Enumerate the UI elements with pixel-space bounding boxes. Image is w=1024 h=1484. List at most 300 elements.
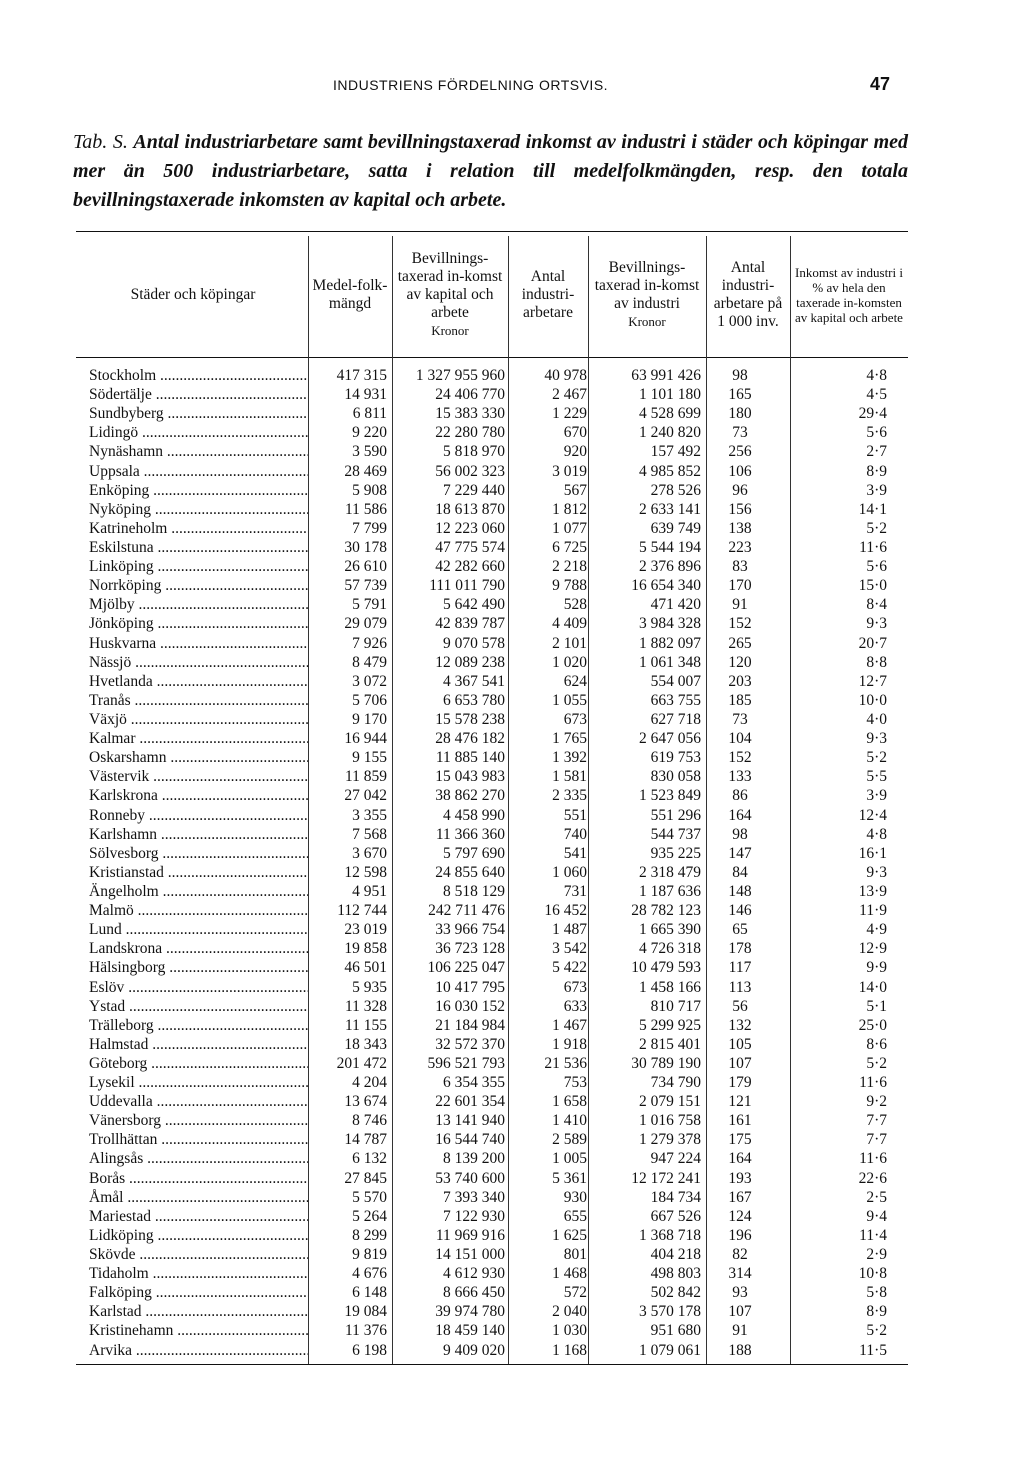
table-row: [76, 997, 908, 1016]
caption-text: Antal industriarbetare samt bevillningstaxerad inkomst av industri i städer och köpingar med mer än 500 industriarbetare, satta i relation till medelfolkmängden, resp. den totala bevillningstaxerade inkomsten av kapital och arbete.: [73, 131, 909, 211]
income-capital-labour-cell: 111 011 790: [429, 577, 505, 595]
income-capital-labour-cell: 12 089 238: [435, 653, 505, 671]
workers-per-1000-cell: 83: [732, 558, 748, 576]
workers-per-1000-cell: 98: [732, 825, 748, 843]
header-industry-income-percent: Inkomst av industri i % av hela den taxerade in-komsten av kapital och arbete: [795, 265, 903, 325]
population-cell: 27 845: [344, 1169, 387, 1187]
table-row: [76, 958, 908, 977]
income-capital-labour-cell: 8 139 200: [443, 1150, 505, 1168]
income-industry-cell: 554 007: [650, 672, 701, 690]
population-cell: 46 501: [344, 959, 387, 977]
population-cell: 8 299: [352, 1226, 387, 1244]
population-cell: 5 264: [352, 1207, 387, 1225]
workers-per-1000-cell: 65: [732, 921, 748, 939]
place-name-cell: Lidköping .....: [89, 1226, 308, 1245]
industrial-workers-cell: 1 060: [552, 863, 587, 881]
income-industry-cell: 471 420: [650, 596, 701, 614]
industrial-workers-cell: 541: [563, 844, 587, 862]
place-name-cell: Huskvarna .....: [89, 634, 308, 653]
table-row: [76, 710, 908, 729]
workers-per-1000-cell: 56: [732, 997, 748, 1015]
industry-income-percent-cell: 16·1: [858, 844, 887, 862]
workers-per-1000-cell: 133: [728, 768, 752, 786]
income-capital-labour-cell: 7 393 340: [443, 1188, 505, 1206]
income-capital-labour-cell: 12 223 060: [435, 519, 505, 537]
place-name-cell: Hälsingborg .....: [89, 958, 308, 977]
income-capital-labour-cell: 56 002 323: [435, 462, 505, 480]
table-row: [76, 978, 908, 997]
place-name-cell: Skövde .....: [89, 1245, 308, 1264]
population-cell: 5 791: [352, 596, 387, 614]
table-row: [76, 920, 908, 939]
industry-income-percent-cell: 5·5: [866, 768, 887, 786]
population-cell: 30 178: [344, 538, 387, 556]
industry-income-percent-cell: 9·4: [866, 1207, 887, 1225]
income-industry-cell: 2 647 056: [639, 730, 701, 748]
workers-per-1000-cell: 265: [728, 634, 752, 652]
workers-per-1000-cell: 84: [732, 863, 748, 881]
income-industry-cell: 663 755: [650, 691, 701, 709]
income-capital-labour-cell: 14 151 000: [435, 1246, 505, 1264]
population-cell: 6 811: [352, 405, 387, 423]
industrial-workers-cell: 1 625: [552, 1226, 587, 1244]
workers-per-1000-cell: 165: [728, 386, 752, 404]
population-cell: 4 951: [352, 882, 387, 900]
population-cell: 7 926: [352, 634, 387, 652]
industrial-workers-cell: 801: [563, 1246, 587, 1264]
table-row: [76, 423, 908, 442]
population-cell: 9 155: [352, 749, 387, 767]
page-number: 47: [870, 74, 891, 94]
income-industry-cell: 12 172 241: [631, 1169, 701, 1187]
table-row: [76, 825, 908, 844]
industrial-workers-cell: 5 422: [552, 959, 587, 977]
place-name-cell: Karlskrona .....: [89, 786, 308, 805]
population-cell: 11 376: [344, 1322, 387, 1340]
population-cell: 12 598: [344, 863, 387, 881]
industrial-workers-cell: 673: [563, 710, 587, 728]
income-capital-labour-cell: 15 043 983: [435, 768, 505, 786]
place-name-cell: Lund .....: [89, 920, 308, 939]
industrial-workers-cell: 624: [563, 672, 587, 690]
income-capital-labour-cell: 7 122 930: [443, 1207, 505, 1225]
population-cell: 23 019: [344, 921, 387, 939]
place-name-cell: Katrineholm .....: [89, 519, 308, 538]
income-industry-cell: 3 570 178: [639, 1303, 701, 1321]
industrial-workers-cell: 673: [563, 978, 587, 996]
industry-income-percent-cell: 11·5: [859, 1341, 887, 1359]
income-industry-cell: 544 737: [650, 825, 701, 843]
industry-income-percent-cell: 15·0: [858, 577, 887, 595]
workers-per-1000-cell: 188: [728, 1341, 752, 1359]
income-capital-labour-cell: 11 969 916: [435, 1226, 505, 1244]
income-industry-cell: 2 079 151: [639, 1093, 701, 1111]
table-row: [76, 442, 908, 461]
table-row: [76, 939, 908, 958]
place-name-cell: Tidaholm .....: [89, 1264, 308, 1283]
table-row: [76, 748, 908, 767]
income-capital-labour-cell: 8 518 129: [443, 882, 505, 900]
place-name-cell: Alingsås .....: [89, 1149, 308, 1168]
workers-per-1000-cell: 193: [728, 1169, 752, 1187]
industrial-workers-cell: 1 765: [552, 730, 587, 748]
income-industry-cell: 935 225: [650, 844, 701, 862]
table-row: [76, 481, 908, 500]
population-cell: 11 859: [344, 768, 387, 786]
place-name-cell: Vänersborg .....: [89, 1111, 308, 1130]
industry-income-percent-cell: 2·7: [866, 443, 887, 461]
table-row: [76, 786, 908, 805]
workers-per-1000-cell: 156: [728, 500, 752, 518]
income-industry-cell: 3 984 328: [639, 615, 701, 633]
industry-income-percent-cell: 9·3: [866, 615, 887, 633]
industry-income-percent-cell: 20·7: [858, 634, 887, 652]
place-name-cell: Falköping .....: [89, 1283, 308, 1302]
industrial-workers-cell: 3 019: [552, 462, 587, 480]
population-cell: 11 155: [344, 1016, 387, 1034]
population-cell: 6 132: [352, 1150, 387, 1168]
workers-per-1000-cell: 107: [728, 1303, 752, 1321]
place-name-cell: Norrköping .....: [89, 576, 308, 595]
industry-income-percent-cell: 12·7: [858, 672, 887, 690]
income-industry-cell: 667 526: [650, 1207, 701, 1225]
income-capital-labour-cell: 4 458 990: [443, 806, 505, 824]
population-cell: 7 568: [352, 825, 387, 843]
workers-per-1000-cell: 180: [728, 405, 752, 423]
income-capital-labour-cell: 15 383 330: [435, 405, 505, 423]
industry-income-percent-cell: 8·9: [866, 1303, 887, 1321]
table-row: [76, 1321, 908, 1340]
income-capital-labour-cell: 24 406 770: [435, 386, 505, 404]
place-name-cell: Nyköping .....: [89, 500, 308, 519]
income-capital-labour-cell: 38 862 270: [435, 787, 505, 805]
table-row: [76, 844, 908, 863]
header-workers-per-1000: Antal industri-arbetare på 1 000 inv.: [713, 259, 783, 330]
income-industry-cell: 63 991 426: [631, 367, 701, 384]
population-cell: 9 220: [352, 424, 387, 442]
population-cell: 14 787: [344, 1131, 387, 1149]
industry-income-percent-cell: 14·0: [858, 978, 887, 996]
workers-per-1000-cell: 107: [728, 1054, 752, 1072]
unit-label: Kronor: [628, 314, 666, 329]
income-capital-labour-cell: 18 459 140: [435, 1322, 505, 1340]
place-name-cell: Nynäshamn .....: [89, 442, 308, 461]
unit-label: Kronor: [431, 323, 469, 338]
income-industry-cell: 1 458 166: [639, 978, 701, 996]
table-row: [76, 691, 908, 710]
workers-per-1000-cell: 178: [728, 940, 752, 958]
table-row: [76, 863, 908, 882]
place-name-cell: Kalmar .....: [89, 729, 308, 748]
income-industry-cell: 5 299 925: [639, 1016, 701, 1034]
header-places: Städer och köpingar: [130, 286, 256, 303]
income-capital-labour-cell: 4 612 930: [443, 1265, 505, 1283]
industrial-workers-cell: 528: [563, 596, 587, 614]
income-industry-cell: 639 749: [650, 519, 701, 537]
place-name-cell: Stockholm .....: [89, 366, 308, 385]
income-industry-cell: 30 789 190: [631, 1054, 701, 1072]
industry-income-percent-cell: 12·4: [858, 806, 887, 824]
workers-per-1000-cell: 147: [728, 844, 752, 862]
table-row: [76, 557, 908, 576]
income-capital-labour-cell: 8 666 450: [443, 1284, 505, 1302]
industry-income-percent-cell: 8·6: [866, 1035, 887, 1053]
income-industry-cell: 830 058: [650, 768, 701, 786]
place-name-cell: Mariestad .....: [89, 1207, 308, 1226]
workers-per-1000-cell: 96: [732, 481, 748, 499]
place-name-cell: Enköping .....: [89, 481, 308, 500]
table-row: [76, 462, 908, 481]
table-row: [76, 500, 908, 519]
workers-per-1000-cell: 196: [728, 1226, 752, 1244]
industry-income-percent-cell: 29·4: [858, 405, 887, 423]
place-name-cell: Mjölby .....: [89, 595, 308, 614]
table-top-rule: [76, 231, 908, 232]
income-capital-labour-cell: 5 642 490: [443, 596, 505, 614]
population-cell: 5 706: [352, 691, 387, 709]
workers-per-1000-cell: 175: [728, 1131, 752, 1149]
industry-income-percent-cell: 5·6: [866, 424, 887, 442]
income-industry-cell: 2 633 141: [639, 500, 701, 518]
workers-per-1000-cell: 113: [728, 978, 752, 996]
population-cell: 5 908: [352, 481, 387, 499]
industrial-workers-cell: 655: [563, 1207, 587, 1225]
income-capital-labour-cell: 5 797 690: [443, 844, 505, 862]
place-name-cell: Hvetlanda .....: [89, 672, 308, 691]
place-name-cell: Eslöv .....: [89, 978, 308, 997]
workers-per-1000-cell: 161: [728, 1112, 752, 1130]
income-capital-labour-cell: 28 476 182: [435, 730, 505, 748]
workers-per-1000-cell: 164: [728, 806, 752, 824]
table-row: [76, 767, 908, 786]
workers-per-1000-cell: 146: [728, 902, 752, 920]
industrial-workers-cell: 1 392: [552, 749, 587, 767]
industrial-workers-cell: 2 101: [552, 634, 587, 652]
income-industry-cell: 2 376 896: [639, 558, 701, 576]
population-cell: 26 610: [344, 558, 387, 576]
industrial-workers-cell: 21 536: [544, 1054, 587, 1072]
income-industry-cell: 1 187 636: [639, 882, 701, 900]
population-cell: 9 819: [352, 1246, 387, 1264]
header-income-capital-labour-title: Bevillnings-taxerad in-komst av kapital och arbete: [397, 250, 503, 321]
industry-income-percent-cell: 10·8: [858, 1265, 887, 1283]
industrial-workers-cell: 1 410: [552, 1112, 587, 1130]
income-industry-cell: 1 016 758: [639, 1112, 701, 1130]
workers-per-1000-cell: 148: [728, 882, 752, 900]
income-capital-labour-cell: 15 578 238: [435, 710, 505, 728]
industrial-workers-cell: 2 335: [552, 787, 587, 805]
workers-per-1000-cell: 91: [732, 596, 748, 614]
workers-per-1000-cell: 82: [732, 1246, 748, 1264]
workers-per-1000-cell: 179: [728, 1074, 752, 1092]
place-name-cell: Oskarshamn .....: [89, 748, 308, 767]
income-capital-labour-cell: 7 229 440: [443, 481, 505, 499]
income-capital-labour-cell: 11 366 360: [435, 825, 505, 843]
workers-per-1000-cell: 98: [732, 367, 748, 384]
income-capital-labour-cell: 6 653 780: [443, 691, 505, 709]
industrial-workers-cell: 1 077: [552, 519, 587, 537]
population-cell: 3 590: [352, 443, 387, 461]
industrial-workers-cell: 1 005: [552, 1150, 587, 1168]
table-row: [76, 634, 908, 653]
table-row: [76, 385, 908, 404]
table-row: [76, 882, 908, 901]
workers-per-1000-cell: 138: [728, 519, 752, 537]
population-cell: 19 084: [344, 1303, 387, 1321]
header-income-industry: [590, 236, 704, 354]
industrial-workers-cell: 1 918: [552, 1035, 587, 1053]
industrial-workers-cell: 740: [563, 825, 587, 843]
table-row: [76, 1283, 908, 1302]
industry-income-percent-cell: 9·3: [866, 730, 887, 748]
industry-income-percent-cell: 2·5: [866, 1188, 887, 1206]
industry-income-percent-cell: 11·6: [859, 538, 887, 556]
industrial-workers-cell: 551: [563, 806, 587, 824]
workers-per-1000-cell: 185: [728, 691, 752, 709]
income-capital-labour-cell: 42 282 660: [435, 558, 505, 576]
income-industry-cell: 4 726 318: [639, 940, 701, 958]
income-industry-cell: 2 815 401: [639, 1035, 701, 1053]
workers-per-1000-cell: 132: [728, 1016, 752, 1034]
income-capital-labour-cell: 16 030 152: [435, 997, 505, 1015]
workers-per-1000-cell: 152: [728, 749, 752, 767]
workers-per-1000-cell: 314: [728, 1265, 752, 1283]
income-industry-cell: 5 544 194: [639, 538, 701, 556]
header-industrial-workers: Antal industri-arbetare: [521, 268, 575, 321]
income-industry-cell: 1 101 180: [639, 386, 701, 404]
industrial-workers-cell: 1 168: [552, 1341, 587, 1359]
population-cell: 6 198: [352, 1341, 387, 1359]
workers-per-1000-cell: 120: [728, 653, 752, 671]
industry-income-percent-cell: 25·0: [858, 1016, 887, 1034]
industrial-workers-cell: 5 361: [552, 1169, 587, 1187]
income-industry-cell: 1 368 718: [639, 1226, 701, 1244]
income-industry-cell: 157 492: [650, 443, 701, 461]
industrial-workers-cell: 1 467: [552, 1016, 587, 1034]
income-industry-cell: 1 079 061: [639, 1341, 701, 1359]
place-name-cell: Trollhättan .....: [89, 1130, 308, 1149]
population-cell: 27 042: [344, 787, 387, 805]
industrial-workers-cell: 1 055: [552, 691, 587, 709]
industry-income-percent-cell: 5·2: [866, 519, 887, 537]
place-name-cell: Linköping .....: [89, 557, 308, 576]
table-row: [76, 614, 908, 633]
income-industry-cell: 502 842: [650, 1284, 701, 1302]
table-row: [76, 1302, 908, 1321]
income-industry-cell: 1 523 849: [639, 787, 701, 805]
place-name-cell: Göteborg .....: [89, 1054, 308, 1073]
population-cell: 28 469: [344, 462, 387, 480]
income-capital-labour-cell: 32 572 370: [435, 1035, 505, 1053]
place-name-cell: Sölvesborg .....: [89, 844, 308, 863]
industrial-workers-cell: 930: [563, 1188, 587, 1206]
industrial-workers-cell: 1 030: [552, 1322, 587, 1340]
table-row: [76, 672, 908, 691]
population-cell: 29 079: [344, 615, 387, 633]
income-industry-cell: 498 803: [650, 1265, 701, 1283]
place-name-cell: Trälleborg .....: [89, 1016, 308, 1035]
industry-income-percent-cell: 5·1: [866, 997, 887, 1015]
industry-income-percent-cell: 8·4: [866, 596, 887, 614]
industrial-workers-cell: 572: [563, 1284, 587, 1302]
industrial-workers-cell: 40 978: [544, 367, 587, 384]
place-name-cell: Västervik .....: [89, 767, 308, 786]
income-capital-labour-cell: 39 974 780: [435, 1303, 505, 1321]
place-name-cell: Lysekil .....: [89, 1073, 308, 1092]
income-industry-cell: 278 526: [650, 481, 701, 499]
industry-income-percent-cell: 3·9: [866, 787, 887, 805]
industrial-workers-cell: 1 020: [552, 653, 587, 671]
workers-per-1000-cell: 152: [728, 615, 752, 633]
place-name-cell: Ystad .....: [89, 997, 308, 1016]
table-row: [76, 595, 908, 614]
income-capital-labour-cell: 18 613 870: [435, 500, 505, 518]
industry-income-percent-cell: 11·9: [859, 902, 887, 920]
industrial-workers-cell: 1 812: [552, 500, 587, 518]
industry-income-percent-cell: 3·9: [866, 481, 887, 499]
income-industry-cell: 1 882 097: [639, 634, 701, 652]
industry-income-percent-cell: 2·9: [866, 1246, 887, 1264]
place-name-cell: Uppsala .....: [89, 462, 308, 481]
industrial-workers-cell: 1 581: [552, 768, 587, 786]
income-capital-labour-cell: 10 417 795: [435, 978, 505, 996]
table-row: [76, 901, 908, 920]
industrial-workers-cell: 2 218: [552, 558, 587, 576]
workers-per-1000-cell: 91: [732, 1322, 748, 1340]
running-head: INDUSTRIENS FÖRDELNING ORTSVIS.: [333, 77, 609, 93]
income-capital-labour-cell: 22 601 354: [435, 1093, 505, 1111]
header-income-industry-title: Bevillnings-taxerad in-komst av industri: [594, 259, 700, 312]
industry-income-percent-cell: 5·8: [866, 1284, 887, 1302]
place-name-cell: Kristianstad .....: [89, 863, 308, 882]
industry-income-percent-cell: 4·5: [866, 386, 887, 404]
place-name-cell: Sundbyberg .....: [89, 404, 308, 423]
income-capital-labour-cell: 47 775 574: [435, 538, 505, 556]
industrial-workers-cell: 1 487: [552, 921, 587, 939]
population-cell: 57 739: [344, 577, 387, 595]
income-industry-cell: 810 717: [650, 997, 701, 1015]
industry-income-percent-cell: 5·2: [866, 1054, 887, 1072]
income-capital-labour-cell: 42 839 787: [435, 615, 505, 633]
industrial-workers-cell: 3 542: [552, 940, 587, 958]
income-capital-labour-cell: 242 711 476: [428, 902, 505, 920]
income-industry-cell: 184 734: [650, 1188, 701, 1206]
income-capital-labour-cell: 13 141 940: [435, 1112, 505, 1130]
place-name-cell: Landskrona .....: [89, 939, 308, 958]
place-name-cell: Kristinehamn .....: [89, 1321, 308, 1340]
place-name-cell: Ängelholm .....: [89, 882, 308, 901]
place-name-cell: Borås .....: [89, 1169, 308, 1188]
industry-income-percent-cell: 8·9: [866, 462, 887, 480]
workers-per-1000-cell: 106: [728, 462, 752, 480]
workers-per-1000-cell: 86: [732, 787, 748, 805]
place-name-cell: Jönköping .....: [89, 614, 308, 633]
industry-income-percent-cell: 5·6: [866, 558, 887, 576]
table-caption: [73, 128, 908, 215]
table-row: [76, 576, 908, 595]
industrial-workers-cell: 2 589: [552, 1131, 587, 1149]
place-name-cell: Södertälje .....: [89, 385, 308, 404]
table-row: [76, 519, 908, 538]
workers-per-1000-cell: 124: [728, 1207, 752, 1225]
table-row: [76, 1245, 908, 1264]
industrial-workers-cell: 1 468: [552, 1265, 587, 1283]
table-row: [76, 1207, 908, 1226]
table-row: [76, 1035, 908, 1054]
income-industry-cell: 28 782 123: [631, 902, 701, 920]
industry-income-percent-cell: 7·7: [866, 1131, 887, 1149]
income-industry-cell: 1 665 390: [639, 921, 701, 939]
